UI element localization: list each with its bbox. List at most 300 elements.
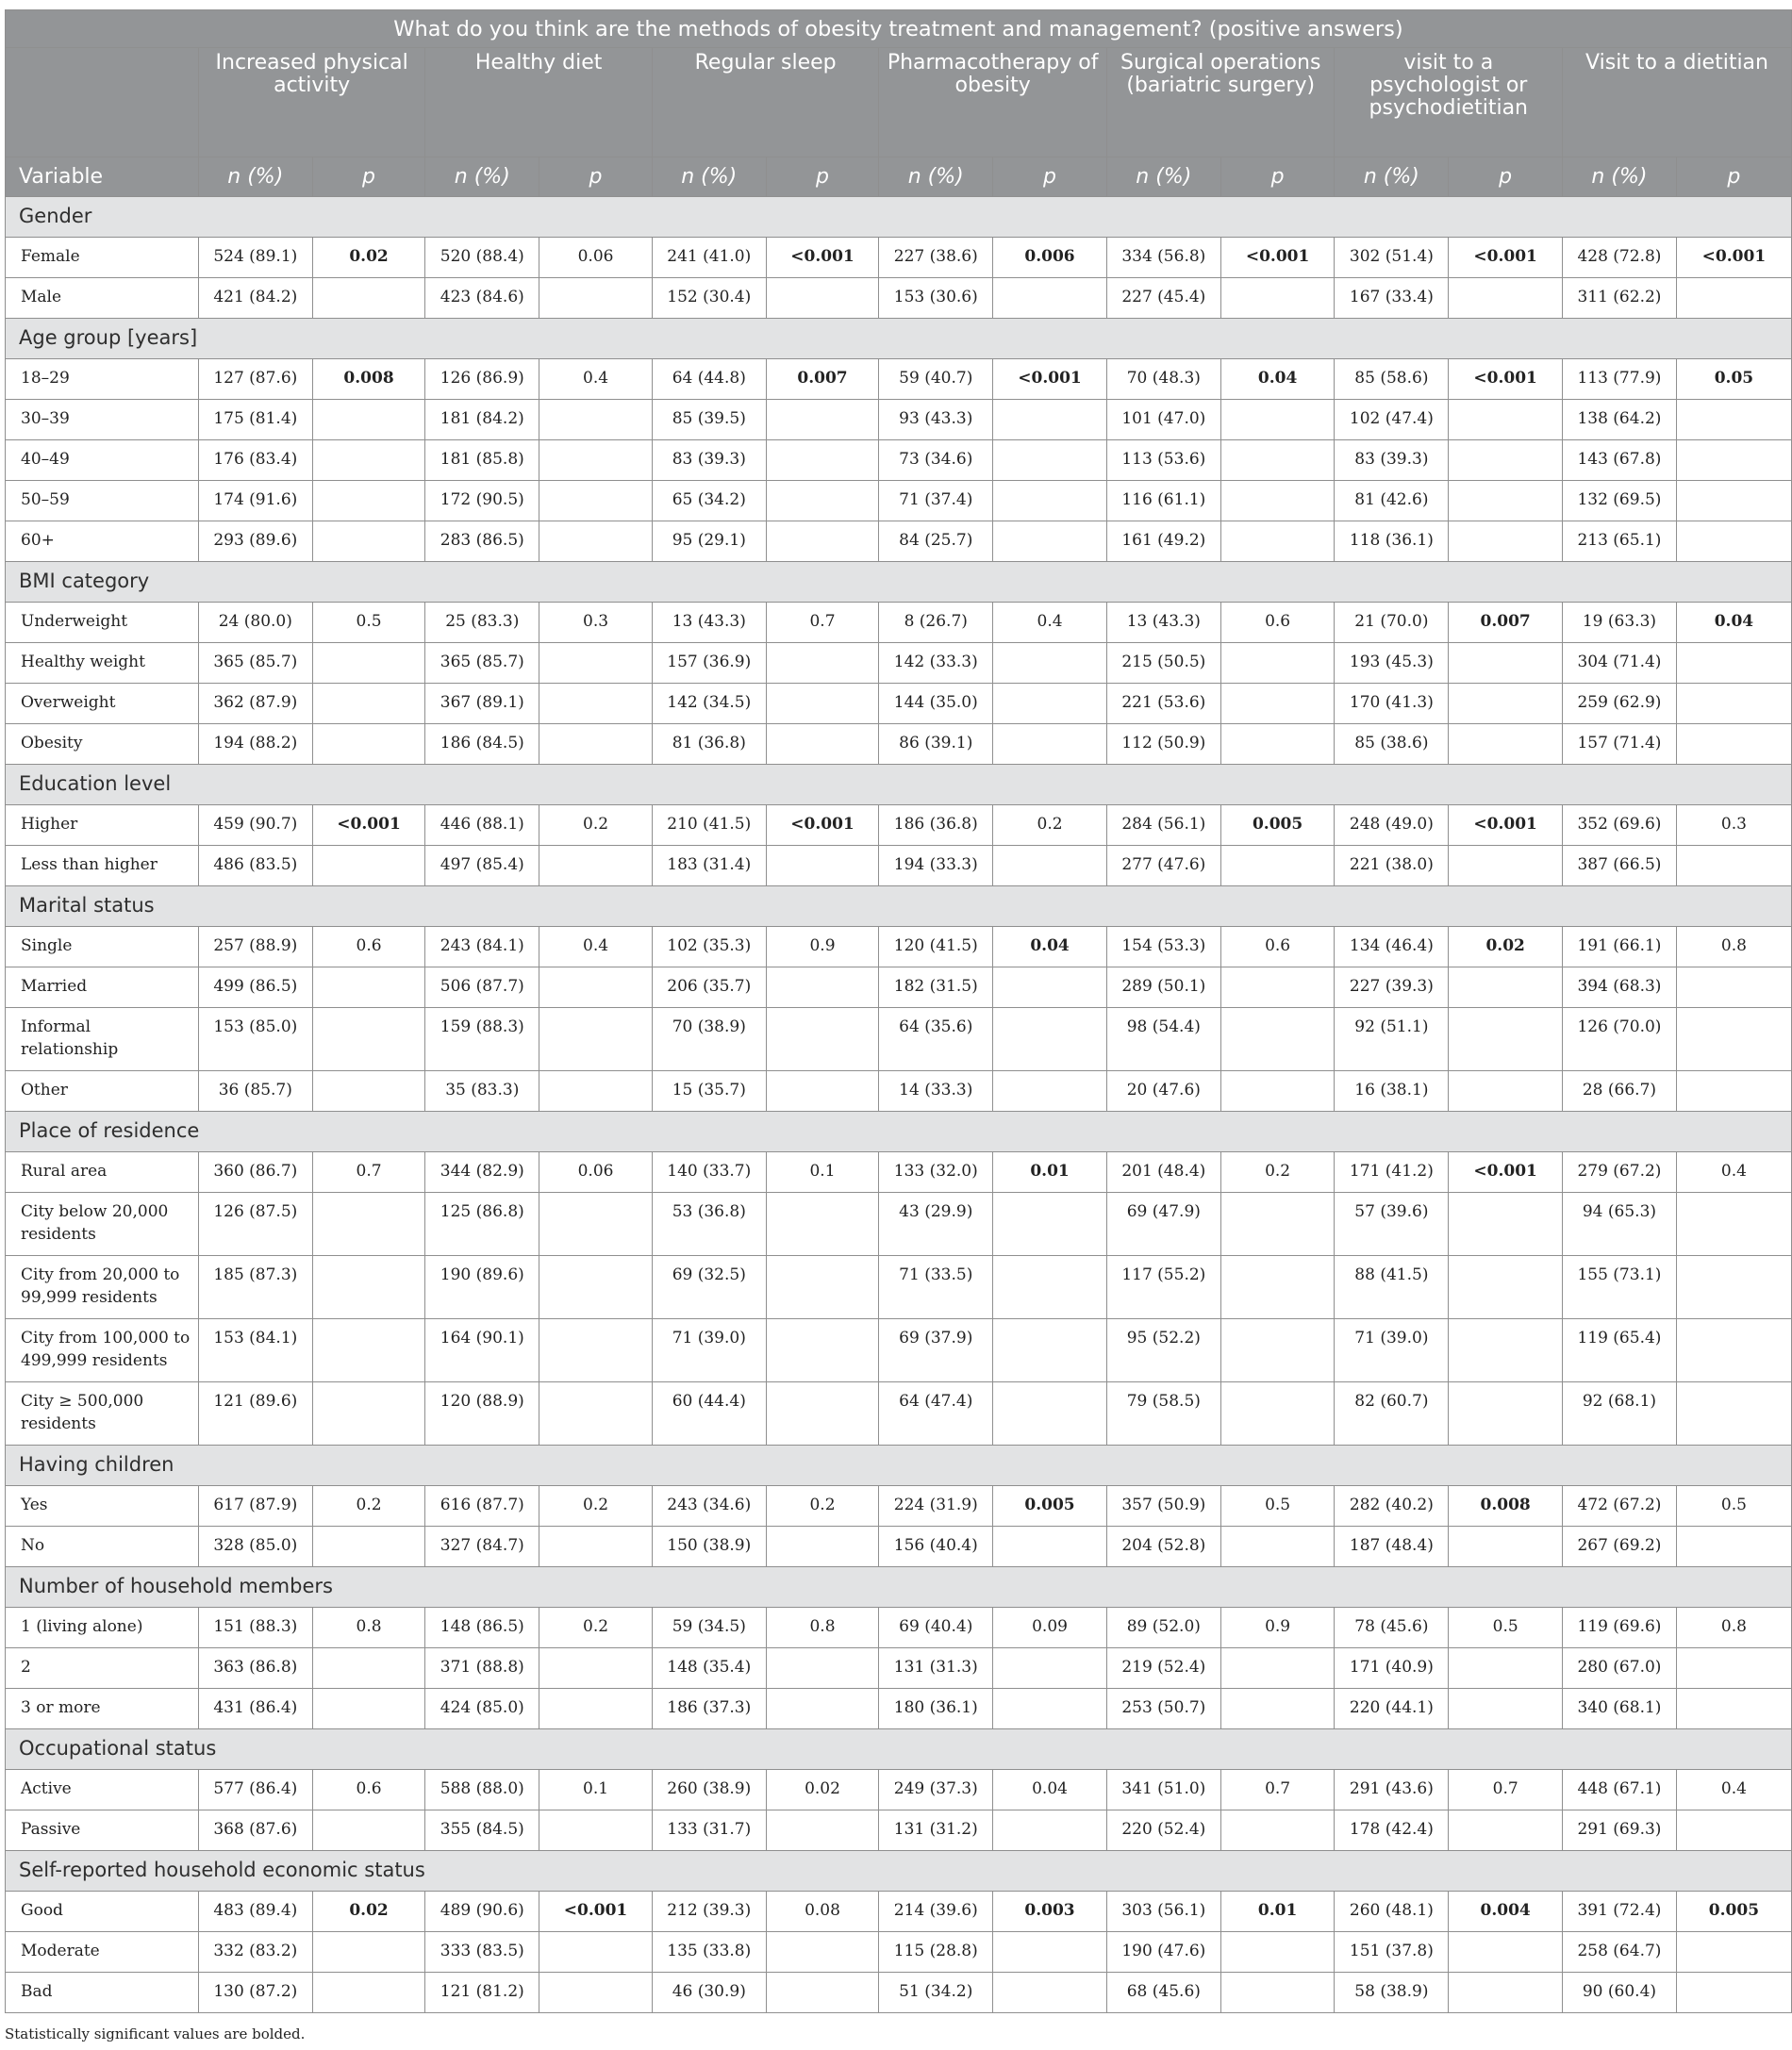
p-value-cell [993, 1008, 1107, 1071]
p-value-cell: 0.02 [766, 1770, 879, 1810]
n-percent-cell: 423 (84.6) [425, 278, 539, 319]
p-value-cell [1676, 400, 1791, 440]
n-percent-header: n (%) [425, 157, 539, 197]
n-percent-cell: 284 (56.1) [1106, 805, 1220, 846]
p-value-cell: 0.008 [1449, 1486, 1563, 1527]
n-percent-cell: 206 (35.7) [652, 967, 766, 1008]
category-row [6, 1567, 1792, 1608]
n-percent-cell: 344 (82.9) [425, 1152, 539, 1193]
p-value-cell [1449, 1932, 1563, 1973]
n-percent-cell: 259 (62.9) [1563, 684, 1677, 724]
p-value-cell [766, 1810, 879, 1851]
p-value-cell: 0.02 [312, 1892, 425, 1932]
p-value-cell: 0.006 [993, 238, 1107, 278]
row-label: Male [6, 278, 199, 319]
n-percent-cell: 355 (84.5) [425, 1810, 539, 1851]
p-value-cell [1449, 1382, 1563, 1446]
category-label: Education level [6, 765, 1792, 805]
table-row [6, 1810, 1792, 1851]
table-body [6, 197, 1792, 2013]
p-value-cell: 0.5 [1676, 1486, 1791, 1527]
p-value-cell [1676, 1008, 1791, 1071]
p-value-cell [1220, 1071, 1335, 1112]
p-value-cell [312, 684, 425, 724]
n-percent-cell: 159 (88.3) [425, 1008, 539, 1071]
n-percent-cell: 180 (36.1) [879, 1689, 993, 1729]
p-value-cell [1449, 1527, 1563, 1567]
p-value-cell [539, 1932, 653, 1973]
p-value-cell [1449, 643, 1563, 684]
p-value-cell [539, 1810, 653, 1851]
n-percent-cell: 65 (34.2) [652, 481, 766, 521]
p-value-cell [766, 1382, 879, 1446]
n-percent-cell: 125 (86.8) [425, 1193, 539, 1256]
n-percent-cell: 142 (34.5) [652, 684, 766, 724]
n-percent-cell: 71 (33.5) [879, 1256, 993, 1319]
n-percent-cell: 78 (45.6) [1335, 1608, 1449, 1648]
n-percent-cell: 119 (69.6) [1563, 1608, 1677, 1648]
row-label: Bad [6, 1973, 199, 2013]
n-percent-cell: 132 (69.5) [1563, 481, 1677, 521]
p-value-cell [539, 278, 653, 319]
n-percent-cell: 258 (64.7) [1563, 1932, 1677, 1973]
n-percent-cell: 249 (37.3) [879, 1770, 993, 1810]
p-value-cell: 0.2 [993, 805, 1107, 846]
n-percent-cell: 81 (36.8) [652, 724, 766, 765]
p-value-header: p [312, 157, 425, 197]
p-value-cell [1220, 481, 1335, 521]
n-percent-cell: 421 (84.2) [198, 278, 312, 319]
row-label: 18–29 [6, 359, 199, 400]
row-label: 1 (living alone) [6, 1608, 199, 1648]
results-table-wrapper [5, 9, 1792, 2013]
category-row [6, 1112, 1792, 1152]
p-value-cell: 0.06 [539, 1152, 653, 1193]
n-percent-cell: 448 (67.1) [1563, 1770, 1677, 1810]
p-value-cell [766, 1932, 879, 1973]
n-percent-cell: 154 (53.3) [1106, 927, 1220, 967]
p-value-cell [993, 1810, 1107, 1851]
p-value-cell [312, 1382, 425, 1446]
n-percent-cell: 497 (85.4) [425, 846, 539, 886]
n-percent-cell: 257 (88.9) [198, 927, 312, 967]
n-percent-cell: 151 (88.3) [198, 1608, 312, 1648]
n-percent-cell: 118 (36.1) [1335, 521, 1449, 562]
n-percent-cell: 70 (48.3) [1106, 359, 1220, 400]
p-value-cell [1220, 1527, 1335, 1567]
n-percent-cell: 83 (39.3) [1335, 440, 1449, 481]
n-percent-cell: 156 (40.4) [879, 1527, 993, 1567]
n-percent-cell: 365 (85.7) [198, 643, 312, 684]
n-percent-cell: 64 (44.8) [652, 359, 766, 400]
row-label: Less than higher [6, 846, 199, 886]
p-value-cell [1676, 846, 1791, 886]
n-percent-cell: 227 (39.3) [1335, 967, 1449, 1008]
p-value-cell [766, 278, 879, 319]
p-value-cell: 0.02 [1449, 927, 1563, 967]
n-percent-cell: 121 (89.6) [198, 1382, 312, 1446]
row-label: Active [6, 1770, 199, 1810]
p-value-cell: 0.4 [993, 603, 1107, 643]
table-row [6, 1932, 1792, 1973]
table-row [6, 1319, 1792, 1382]
n-percent-cell: 431 (86.4) [198, 1689, 312, 1729]
p-value-cell [1449, 846, 1563, 886]
p-value-cell [539, 724, 653, 765]
p-value-cell [993, 724, 1107, 765]
p-value-cell [1220, 1382, 1335, 1446]
p-value-cell [539, 521, 653, 562]
p-value-cell: <0.001 [1449, 805, 1563, 846]
n-percent-cell: 101 (47.0) [1106, 400, 1220, 440]
p-value-cell [1676, 521, 1791, 562]
p-value-cell: <0.001 [539, 1892, 653, 1932]
row-label: Higher [6, 805, 199, 846]
p-value-cell: 0.6 [1220, 927, 1335, 967]
n-percent-cell: 86 (39.1) [879, 724, 993, 765]
n-percent-cell: 194 (33.3) [879, 846, 993, 886]
row-label: 3 or more [6, 1689, 199, 1729]
n-percent-cell: 81 (42.6) [1335, 481, 1449, 521]
p-value-cell [993, 1648, 1107, 1689]
n-percent-cell: 58 (38.9) [1335, 1973, 1449, 2013]
table-row [6, 805, 1792, 846]
p-value-cell: 0.2 [766, 1486, 879, 1527]
n-percent-cell: 221 (38.0) [1335, 846, 1449, 886]
n-percent-cell: 68 (45.6) [1106, 1973, 1220, 2013]
p-value-cell: 0.8 [1676, 927, 1791, 967]
p-value-cell [766, 481, 879, 521]
row-label: Good [6, 1892, 199, 1932]
p-value-cell [993, 684, 1107, 724]
n-percent-cell: 174 (91.6) [198, 481, 312, 521]
p-value-cell: 0.4 [1676, 1770, 1791, 1810]
variable-header: Variable [6, 157, 199, 197]
p-value-cell [993, 967, 1107, 1008]
n-percent-header: n (%) [1106, 157, 1220, 197]
table-row [6, 1071, 1792, 1112]
p-value-cell [993, 521, 1107, 562]
n-percent-cell: 182 (31.5) [879, 967, 993, 1008]
n-percent-cell: 253 (50.7) [1106, 1689, 1220, 1729]
p-value-cell: 0.04 [1220, 359, 1335, 400]
p-value-cell [993, 1973, 1107, 2013]
n-percent-cell: 424 (85.0) [425, 1689, 539, 1729]
n-percent-cell: 64 (47.4) [879, 1382, 993, 1446]
row-label: Other [6, 1071, 199, 1112]
p-value-cell: 0.6 [312, 927, 425, 967]
row-label: Moderate [6, 1932, 199, 1973]
p-value-cell [1220, 521, 1335, 562]
n-percent-cell: 588 (88.0) [425, 1770, 539, 1810]
p-value-cell [993, 1319, 1107, 1382]
n-percent-cell: 181 (84.2) [425, 400, 539, 440]
p-value-cell [312, 278, 425, 319]
p-value-cell: <0.001 [1449, 238, 1563, 278]
n-percent-cell: 472 (67.2) [1563, 1486, 1677, 1527]
p-value-cell: 0.2 [312, 1486, 425, 1527]
p-value-cell [312, 440, 425, 481]
category-row [6, 886, 1792, 927]
n-percent-cell: 60 (44.4) [652, 1382, 766, 1446]
n-percent-cell: 98 (54.4) [1106, 1008, 1220, 1071]
p-value-cell [993, 440, 1107, 481]
p-value-cell: 0.007 [766, 359, 879, 400]
p-value-cell [312, 643, 425, 684]
n-percent-cell: 126 (87.5) [198, 1193, 312, 1256]
p-value-cell [539, 1071, 653, 1112]
p-value-cell: 0.2 [1220, 1152, 1335, 1193]
n-percent-cell: 459 (90.7) [198, 805, 312, 846]
p-value-cell: 0.2 [539, 1486, 653, 1527]
n-percent-cell: 365 (85.7) [425, 643, 539, 684]
p-value-cell [766, 1193, 879, 1256]
n-percent-cell: 89 (52.0) [1106, 1608, 1220, 1648]
n-percent-cell: 79 (58.5) [1106, 1382, 1220, 1446]
n-percent-cell: 130 (87.2) [198, 1973, 312, 2013]
p-value-cell: 0.5 [1449, 1608, 1563, 1648]
table-row [6, 927, 1792, 967]
n-percent-cell: 171 (40.9) [1335, 1648, 1449, 1689]
n-percent-cell: 138 (64.2) [1563, 400, 1677, 440]
p-value-cell [1676, 1648, 1791, 1689]
p-value-cell: 0.05 [1676, 359, 1791, 400]
p-value-cell [312, 1810, 425, 1851]
p-value-cell [539, 846, 653, 886]
n-percent-cell: 134 (46.4) [1335, 927, 1449, 967]
n-percent-cell: 135 (33.8) [652, 1932, 766, 1973]
n-percent-cell: 164 (90.1) [425, 1319, 539, 1382]
p-value-cell [1449, 684, 1563, 724]
n-percent-cell: 102 (47.4) [1335, 400, 1449, 440]
p-value-cell [1220, 684, 1335, 724]
p-value-cell [766, 1256, 879, 1319]
p-value-cell [1676, 1973, 1791, 2013]
n-percent-cell: 243 (84.1) [425, 927, 539, 967]
p-value-cell: 0.008 [312, 359, 425, 400]
table-row [6, 1486, 1792, 1527]
p-value-cell: 0.7 [766, 603, 879, 643]
n-percent-cell: 152 (30.4) [652, 278, 766, 319]
category-row [6, 1851, 1792, 1892]
n-percent-cell: 51 (34.2) [879, 1973, 993, 2013]
n-percent-cell: 85 (38.6) [1335, 724, 1449, 765]
p-value-cell: 0.3 [539, 603, 653, 643]
p-value-cell [993, 400, 1107, 440]
n-percent-cell: 90 (60.4) [1563, 1973, 1677, 2013]
n-percent-cell: 617 (87.9) [198, 1486, 312, 1527]
n-percent-cell: 24 (80.0) [198, 603, 312, 643]
row-label: Overweight [6, 684, 199, 724]
p-value-cell [1676, 1382, 1791, 1446]
n-percent-cell: 221 (53.6) [1106, 684, 1220, 724]
p-value-cell [993, 278, 1107, 319]
table-row [6, 1608, 1792, 1648]
p-value-cell [1676, 1256, 1791, 1319]
n-percent-cell: 367 (89.1) [425, 684, 539, 724]
n-percent-cell: 150 (38.9) [652, 1527, 766, 1567]
n-percent-cell: 178 (42.4) [1335, 1810, 1449, 1851]
p-value-cell [993, 1256, 1107, 1319]
category-label: Gender [6, 197, 1792, 238]
p-value-cell [539, 1319, 653, 1382]
n-percent-cell: 85 (39.5) [652, 400, 766, 440]
n-percent-cell: 303 (56.1) [1106, 1892, 1220, 1932]
p-value-cell: 0.1 [539, 1770, 653, 1810]
category-label: Number of household members [6, 1567, 1792, 1608]
p-value-cell [766, 440, 879, 481]
p-value-cell [1676, 967, 1791, 1008]
n-percent-cell: 391 (72.4) [1563, 1892, 1677, 1932]
p-value-cell: 0.08 [766, 1892, 879, 1932]
n-percent-cell: 172 (90.5) [425, 481, 539, 521]
n-percent-cell: 157 (36.9) [652, 643, 766, 684]
n-percent-header: n (%) [198, 157, 312, 197]
table-row [6, 481, 1792, 521]
table-row [6, 359, 1792, 400]
p-value-cell: <0.001 [993, 359, 1107, 400]
row-label: Yes [6, 1486, 199, 1527]
n-percent-cell: 213 (65.1) [1563, 521, 1677, 562]
n-percent-cell: 82 (60.7) [1335, 1382, 1449, 1446]
p-value-cell [539, 1648, 653, 1689]
category-row [6, 1729, 1792, 1770]
p-value-header: p [1676, 157, 1791, 197]
p-value-cell [1676, 1689, 1791, 1729]
p-value-cell: <0.001 [1449, 1152, 1563, 1193]
column-header: Healthy diet [425, 48, 652, 157]
category-row [6, 1446, 1792, 1486]
row-label: 2 [6, 1648, 199, 1689]
n-percent-cell: 186 (84.5) [425, 724, 539, 765]
n-percent-cell: 277 (47.6) [1106, 846, 1220, 886]
p-value-cell [1220, 1973, 1335, 2013]
p-value-cell [312, 521, 425, 562]
category-label: BMI category [6, 562, 1792, 603]
p-value-cell [1220, 967, 1335, 1008]
p-value-cell [766, 1008, 879, 1071]
category-row [6, 562, 1792, 603]
p-value-cell [1220, 1319, 1335, 1382]
p-value-cell [1676, 1932, 1791, 1973]
n-percent-cell: 194 (88.2) [198, 724, 312, 765]
row-label: Rural area [6, 1152, 199, 1193]
row-label: Healthy weight [6, 643, 199, 684]
p-value-cell [766, 400, 879, 440]
n-percent-cell: 334 (56.8) [1106, 238, 1220, 278]
table-row [6, 400, 1792, 440]
n-percent-cell: 140 (33.7) [652, 1152, 766, 1193]
p-value-cell [1676, 1319, 1791, 1382]
p-value-cell [312, 1193, 425, 1256]
p-value-cell: 0.7 [312, 1152, 425, 1193]
p-value-cell [1449, 1810, 1563, 1851]
n-percent-cell: 133 (32.0) [879, 1152, 993, 1193]
p-value-cell [1449, 724, 1563, 765]
column-header: Visit to a dietitian [1563, 48, 1792, 157]
n-percent-cell: 142 (33.3) [879, 643, 993, 684]
n-percent-cell: 69 (37.9) [879, 1319, 993, 1382]
p-value-cell [1676, 1193, 1791, 1256]
p-value-cell: 0.04 [1676, 603, 1791, 643]
category-label: Self-reported household economic status [6, 1851, 1792, 1892]
table-row [6, 643, 1792, 684]
n-percent-cell: 121 (81.2) [425, 1973, 539, 2013]
n-percent-cell: 280 (67.0) [1563, 1648, 1677, 1689]
n-percent-cell: 13 (43.3) [1106, 603, 1220, 643]
p-value-cell: <0.001 [1676, 238, 1791, 278]
n-percent-cell: 224 (31.9) [879, 1486, 993, 1527]
n-percent-cell: 25 (83.3) [425, 603, 539, 643]
n-percent-cell: 126 (86.9) [425, 359, 539, 400]
p-value-cell [1449, 440, 1563, 481]
n-percent-cell: 279 (67.2) [1563, 1152, 1677, 1193]
n-percent-cell: 126 (70.0) [1563, 1008, 1677, 1071]
p-value-cell [1676, 1071, 1791, 1112]
n-percent-cell: 616 (87.7) [425, 1486, 539, 1527]
p-value-cell: 0.4 [539, 359, 653, 400]
n-percent-cell: 190 (47.6) [1106, 1932, 1220, 1973]
p-value-cell: <0.001 [1220, 238, 1335, 278]
n-percent-cell: 524 (89.1) [198, 238, 312, 278]
n-percent-cell: 220 (44.1) [1335, 1689, 1449, 1729]
p-value-cell [993, 1382, 1107, 1446]
p-value-cell [312, 967, 425, 1008]
n-percent-cell: 71 (39.0) [652, 1319, 766, 1382]
p-value-cell [993, 643, 1107, 684]
n-percent-header: n (%) [1563, 157, 1677, 197]
n-percent-cell: 360 (86.7) [198, 1152, 312, 1193]
n-percent-cell: 120 (41.5) [879, 927, 993, 967]
p-value-cell [766, 724, 879, 765]
p-value-cell [993, 1527, 1107, 1567]
n-percent-cell: 8 (26.7) [879, 603, 993, 643]
n-percent-cell: 489 (90.6) [425, 1892, 539, 1932]
category-label: Marital status [6, 886, 1792, 927]
n-percent-cell: 19 (63.3) [1563, 603, 1677, 643]
n-percent-cell: 186 (37.3) [652, 1689, 766, 1729]
n-percent-cell: 57 (39.6) [1335, 1193, 1449, 1256]
p-value-cell: 0.005 [993, 1486, 1107, 1527]
n-percent-cell: 241 (41.0) [652, 238, 766, 278]
n-percent-cell: 352 (69.6) [1563, 805, 1677, 846]
p-value-cell [766, 643, 879, 684]
n-percent-cell: 210 (41.5) [652, 805, 766, 846]
p-value-cell [993, 1071, 1107, 1112]
n-percent-cell: 13 (43.3) [652, 603, 766, 643]
p-value-cell: 0.6 [1220, 603, 1335, 643]
p-value-cell [1449, 1973, 1563, 2013]
n-percent-cell: 311 (62.2) [1563, 278, 1677, 319]
n-percent-cell: 36 (85.7) [198, 1071, 312, 1112]
p-value-cell [1449, 1319, 1563, 1382]
p-value-cell [1220, 1256, 1335, 1319]
n-percent-cell: 181 (85.8) [425, 440, 539, 481]
n-percent-cell: 333 (83.5) [425, 1932, 539, 1973]
p-value-cell [312, 481, 425, 521]
table-row [6, 278, 1792, 319]
n-percent-cell: 187 (48.4) [1335, 1527, 1449, 1567]
n-percent-cell: 362 (87.9) [198, 684, 312, 724]
p-value-cell [1220, 440, 1335, 481]
p-value-cell: 0.06 [539, 238, 653, 278]
n-percent-cell: 506 (87.7) [425, 967, 539, 1008]
table-row [6, 521, 1792, 562]
p-value-cell [539, 643, 653, 684]
p-value-cell [312, 1648, 425, 1689]
p-value-cell [1449, 1193, 1563, 1256]
n-percent-cell: 113 (77.9) [1563, 359, 1677, 400]
